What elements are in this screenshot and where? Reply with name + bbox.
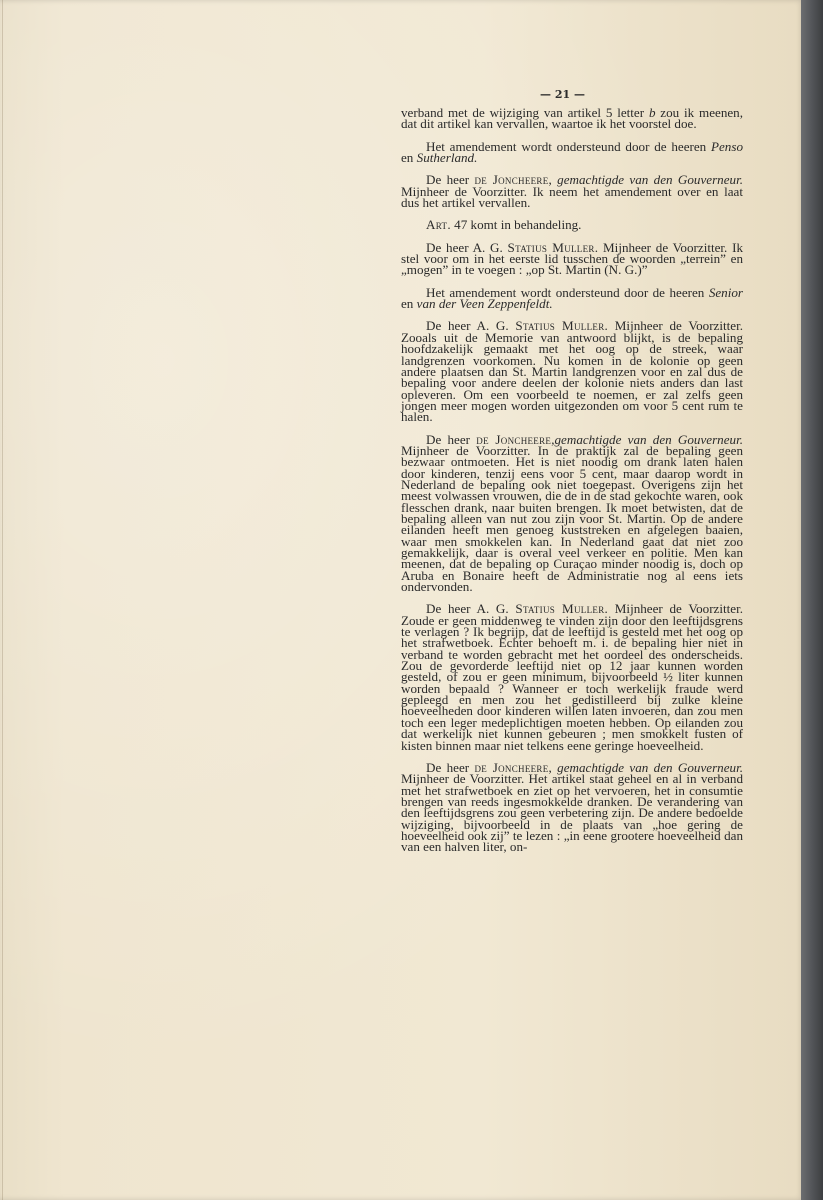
body-text: Mijnheer de Voorzitter. Het artikel staat geheel en al in verband met het strafwetboek en ziet op het vervoeren, het in consumtie brengen van reeds ingesmokkelde dranken. De verandering van den leeftijdsgrens zou geen verbetering zijn. De andere bedoelde wijziging, bijvoorbeeld in de plaats van „hoe gering de hoeveelheid ook zij” te lezen : „in eene grootere hoeveelheid dan van een halven liter, on- <box>401 771 743 855</box>
body-text: , <box>548 759 558 775</box>
body-text: zou ik meenen, dat dit artikel kan vervallen, waartoe ik het voorstel doe. <box>401 105 744 132</box>
body-text: en <box>401 150 417 166</box>
body-text: , <box>551 431 555 447</box>
body-text: De heer A. G. <box>426 601 516 617</box>
body-text: De heer <box>426 759 475 775</box>
paragraph-p7 <box>401 431 744 595</box>
speaker-name: Statius Muller. <box>515 318 609 334</box>
body-text: en <box>401 296 417 312</box>
text-column <box>401 107 743 864</box>
speaker-name: Art. <box>426 217 451 233</box>
italic-text: van der Veen Zeppenfeldt. <box>416 296 553 312</box>
italic-text: Sutherland. <box>416 150 478 166</box>
body-text: De heer <box>426 172 475 188</box>
body-text: Mijnheer de Voorzitter. Zooals uit de Memorie van antwoord blijkt, is de bepaling hoofdzakelijk gemaakt met het oog op de streek, waar landgrenzen voorkomen. Nu komen in de kolonie op geen andere plaatsen dan St. Martin landgrenzen voor en zal dus de bepaling voor andere deelen der kolonie niets anders dan last opleveren. Om een voorbeeld te noemen, er zal zelfs geen jongen meer mogen worden uitgezonden om voor 5 cent rum te halen. <box>401 318 743 425</box>
paragraph-p3 <box>401 217 743 233</box>
body-text: 47 komt in behandeling. <box>450 217 582 233</box>
speaker-name: de Joncheere <box>476 431 552 447</box>
speaker-name: Statius Muller. <box>507 239 599 255</box>
paragraph-p8 <box>401 601 743 753</box>
italic-text: Penso <box>711 138 743 154</box>
page-edge-line <box>2 0 3 1200</box>
body-text: Mijnheer de Voorzitter. Ik neem het amendement over en laat dus het artikel vervallen. <box>401 183 743 211</box>
body-text: , <box>548 172 558 188</box>
body-text: Mijnheer de Voorzitter. Ik stel voor om in het eerste lid tusschen de woorden „terrein” en „mogen” in te voegen : „op St. Martin (N. G.)” <box>401 239 743 278</box>
italic-text: gemachtigde van den Gouverneur. <box>557 172 744 188</box>
body-text: Het amendement wordt ondersteund door de heeren <box>426 138 711 154</box>
body-text: De heer A. G. <box>426 318 516 334</box>
paragraph-p0 <box>401 107 743 130</box>
paragraph-p2 <box>401 172 744 211</box>
body-text: Mijnheer de Voorzitter. Zoude er geen middenweg te vinden zijn door den leeftijdsgrens te verlagen ? Ik begrijp, dat de leeftijd is gesteld met het oog op het strafwetboek. Echter behoeft m. i. de bepaling hier niet in verband te worden gebracht met het oordeel des onderscheids. Zou de gevorderde leeftijd niet op 12 jaar kunnen worden gesteld, of zou er geen minimum, bijvoorbeeld ½ liter kunnen worden bepaald ? Wanneer er toch werkelijk fraude werd gepleegd en men zou het gedistilleerd bij zulke kleine hoeveelheden door kinderen willen laten invoeren, dan zou men toch een leger medeplichtigen moeten hebben. Op eilanden zou dat werkelijk niet kunnen gebeuren ; men smokkelt fusten of kisten binnen maar niet telkens eene geringe hoeveelheid. <box>401 601 743 753</box>
body-text: Het amendement wordt ondersteund door de heeren <box>426 284 709 300</box>
italic-text: gemachtigde van den Gouverneur. <box>554 431 744 447</box>
body-text: De heer <box>426 431 477 447</box>
page-number: — 21 — <box>540 88 585 101</box>
body-text: Mijnheer de Voorzitter. In de praktijk zal de bepaling geen bezwaar ontmoeten. Het is niet noodig om drank laten halen door kinderen, tenzij eens voor 5 cent, maar daarop wordt in Nederland de bepaling ook niet toegepast. Overigens zijn het meest volwassen vrouwen, die de in de stad gekochte waren, ook flesschen drank, naar buiten brengen. Ik moet betwisten, dat de bepaling alleen van nut zou zijn voor St. Martin. Op de andere eilanden heeft men genoeg kuststreken en afgelegen baaien, waar men smokkelen kan. In Nederland gaat dat niet zoo gemakkelijk, daar is overal veel verkeer en politie. Men kan meenen, dat de bepaling op Curaçao minder noodig is, doch op Aruba en Bonaire heeft de Administratie nog al eens iets ondervonden. <box>401 442 743 595</box>
italic-text: gemachtigde van den Gouverneur. <box>557 759 744 775</box>
speaker-name: de Joncheere <box>474 759 549 775</box>
speaker-name: de Joncheere <box>474 172 549 188</box>
paragraph-p1 <box>401 138 743 166</box>
paragraph-p5 <box>401 284 743 312</box>
italic-text: Senior <box>708 284 743 300</box>
scan-background-edge <box>801 0 823 1200</box>
body-text: verband met de wijziging van artikel 5 letter <box>401 105 649 120</box>
paragraph-p6 <box>401 318 743 425</box>
paragraph-p4 <box>401 239 743 278</box>
paragraph-p9 <box>401 759 744 855</box>
italic-text: b <box>648 105 656 120</box>
speaker-name: Statius Muller. <box>515 601 609 617</box>
body-text: De heer A. G. <box>426 239 508 255</box>
